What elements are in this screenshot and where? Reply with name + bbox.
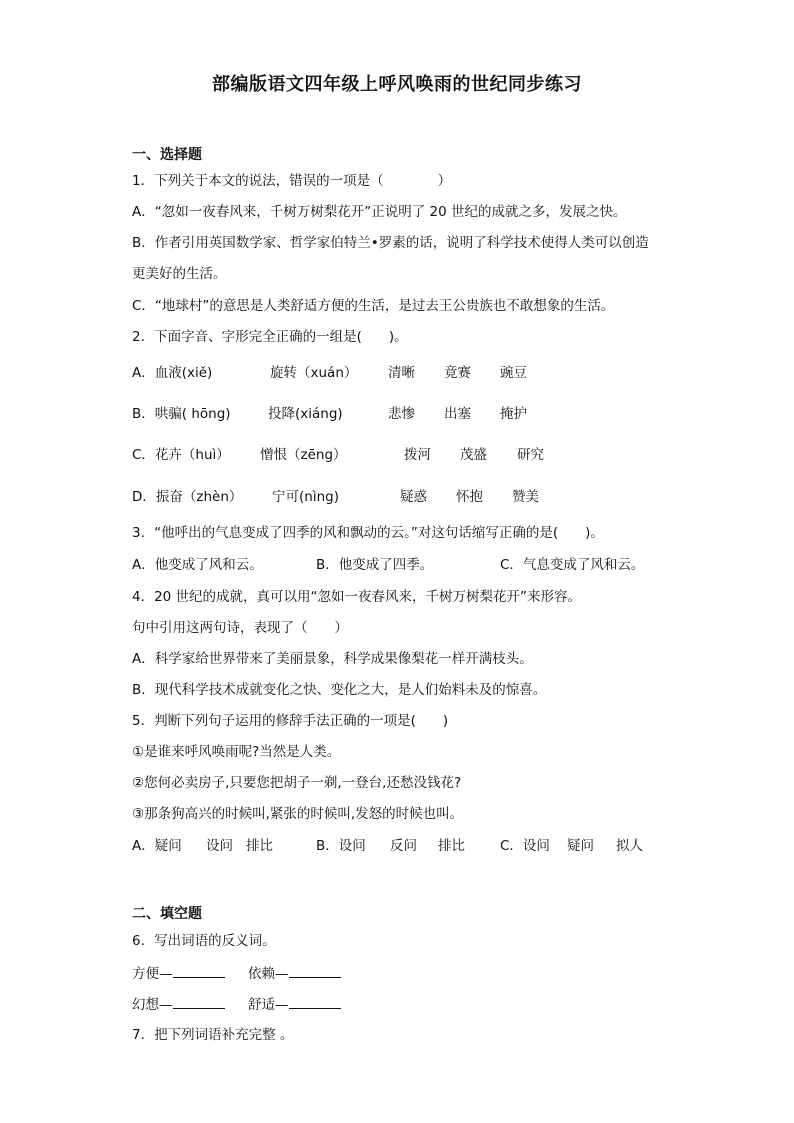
q3-option-b: B．他变成了四季。: [316, 557, 434, 573]
section-heading-choice: 一、选择题: [132, 147, 202, 163]
q2-d-2: 宁可(nìng): [272, 489, 339, 505]
q2-c-5: 研究: [517, 447, 544, 463]
page-title: 部编版语文四年级上呼风唤雨的世纪同步练习: [212, 74, 582, 95]
q6-item-3: [132, 994, 225, 1014]
q5-sentence-1: ①是谁来呼风唤雨呢?当然是人类。: [132, 744, 341, 760]
q2-d-4: 怀抱: [456, 489, 483, 505]
q5-sentence-3: ③那条狗高兴的时候叫,紧张的时候叫,发怒的时候也叫。: [132, 806, 464, 822]
q2-a-3: 清晰: [388, 365, 415, 381]
q5-stem: 5．判断下列句子运用的修辞手法正确的一项是( ): [132, 713, 449, 729]
q4-stem-cont: 句中引用这两句诗，表现了（ ）: [132, 620, 348, 636]
q5-sentence-2: ②您何必卖房子,只要您把胡子一剃,一登台,还愁没钱花?: [132, 775, 462, 791]
q2-c-4: 茂盛: [460, 447, 487, 463]
q5-b-1: B．设问: [316, 838, 366, 854]
q5-a-2: 设问: [206, 838, 233, 854]
answer-blank[interactable]: [173, 994, 225, 1009]
q1-option-a: A．“忽如一夜春风来，千树万树梨花开”正说明了 20 世纪的成就之多，发展之快。: [132, 204, 627, 220]
q2-d-5: 赞美: [512, 489, 539, 505]
q2-d-1: D．振奋（zhèn）: [132, 489, 243, 505]
answer-blank[interactable]: [289, 994, 341, 1009]
q6-item-1: [132, 963, 225, 983]
answer-blank[interactable]: [173, 963, 225, 978]
q6-item-2: [248, 963, 341, 983]
q2-d-3: 疑惑: [400, 489, 427, 505]
q5-c-1: C．设问: [500, 838, 550, 854]
q1-option-b: B．作者引用英国数学家、哲学家伯特兰•罗素的话，说明了科学技术使得人类可以创造: [132, 235, 649, 251]
answer-blank[interactable]: [289, 963, 341, 978]
q6-item-4: [248, 994, 341, 1014]
q2-b-1: B．哄骗( hōng): [132, 406, 231, 422]
q2-a-1: A．血液(xiě): [132, 365, 213, 381]
q3-stem: 3．“他呼出的气息变成了四季的风和飘动的云。”对这句话缩写正确的是( )。: [132, 525, 604, 541]
q2-b-3: 悲惨: [388, 406, 415, 422]
q6-word-4: 舒适—: [248, 997, 289, 1013]
q5-b-3: 排比: [438, 838, 465, 854]
q4-option-b: B．现代科学技术成就变化之快、变化之大，是人们始料未及的惊喜。: [132, 682, 547, 698]
q2-b-2: 投降(xiáng): [268, 406, 343, 422]
q5-c-2: 疑问: [567, 838, 594, 854]
q7-stem: 7．把下列词语补充完整 。: [132, 1027, 294, 1043]
q1-option-c: C．“地球村”的意思是人类舒适方便的生活，是过去王公贵族也不敢想象的生活。: [132, 298, 615, 314]
q2-c-2: 憎恨（zēng）: [260, 447, 347, 463]
q2-b-4: 出塞: [444, 406, 471, 422]
q2-a-5: 豌豆: [500, 365, 527, 381]
q5-a-3: 排比: [246, 838, 273, 854]
q2-stem: 2．下面字音、字形完全正确的一组是( )。: [132, 329, 408, 345]
section-heading-fill: 二、填空题: [132, 906, 202, 922]
q2-c-3: 拨河: [404, 447, 431, 463]
q3-option-a: A．他变成了风和云。: [132, 557, 263, 573]
q1-option-b-cont: 更美好的生活。: [132, 266, 227, 282]
q6-word-1: 方便—: [132, 966, 173, 982]
q2-a-4: 竟赛: [444, 365, 471, 381]
q5-c-3: 拟人: [616, 838, 643, 854]
q5-b-2: 反问: [390, 838, 417, 854]
q4-option-a: A．科学家给世界带来了美丽景象，科学成果像梨花一样开满枝头。: [132, 651, 533, 667]
q6-stem: 6．写出词语的反义词。: [132, 933, 276, 949]
q5-a-1: A．疑问: [132, 838, 182, 854]
q3-option-c: C．气息变成了风和云。: [500, 557, 645, 573]
q4-stem: 4．20 世纪的成就，真可以用“忽如一夜春风来，千树万树梨花开”来形容。: [132, 589, 582, 605]
q6-word-2: 依赖—: [248, 966, 289, 982]
q2-b-5: 掩护: [500, 406, 527, 422]
q2-c-1: C．花卉（huì）: [132, 447, 230, 463]
q2-a-2: 旋转（xuán）: [270, 365, 358, 381]
q6-word-3: 幻想—: [132, 997, 173, 1013]
q1-stem: 1．下列关于本文的说法，错误的一项是（ ）: [132, 173, 452, 189]
